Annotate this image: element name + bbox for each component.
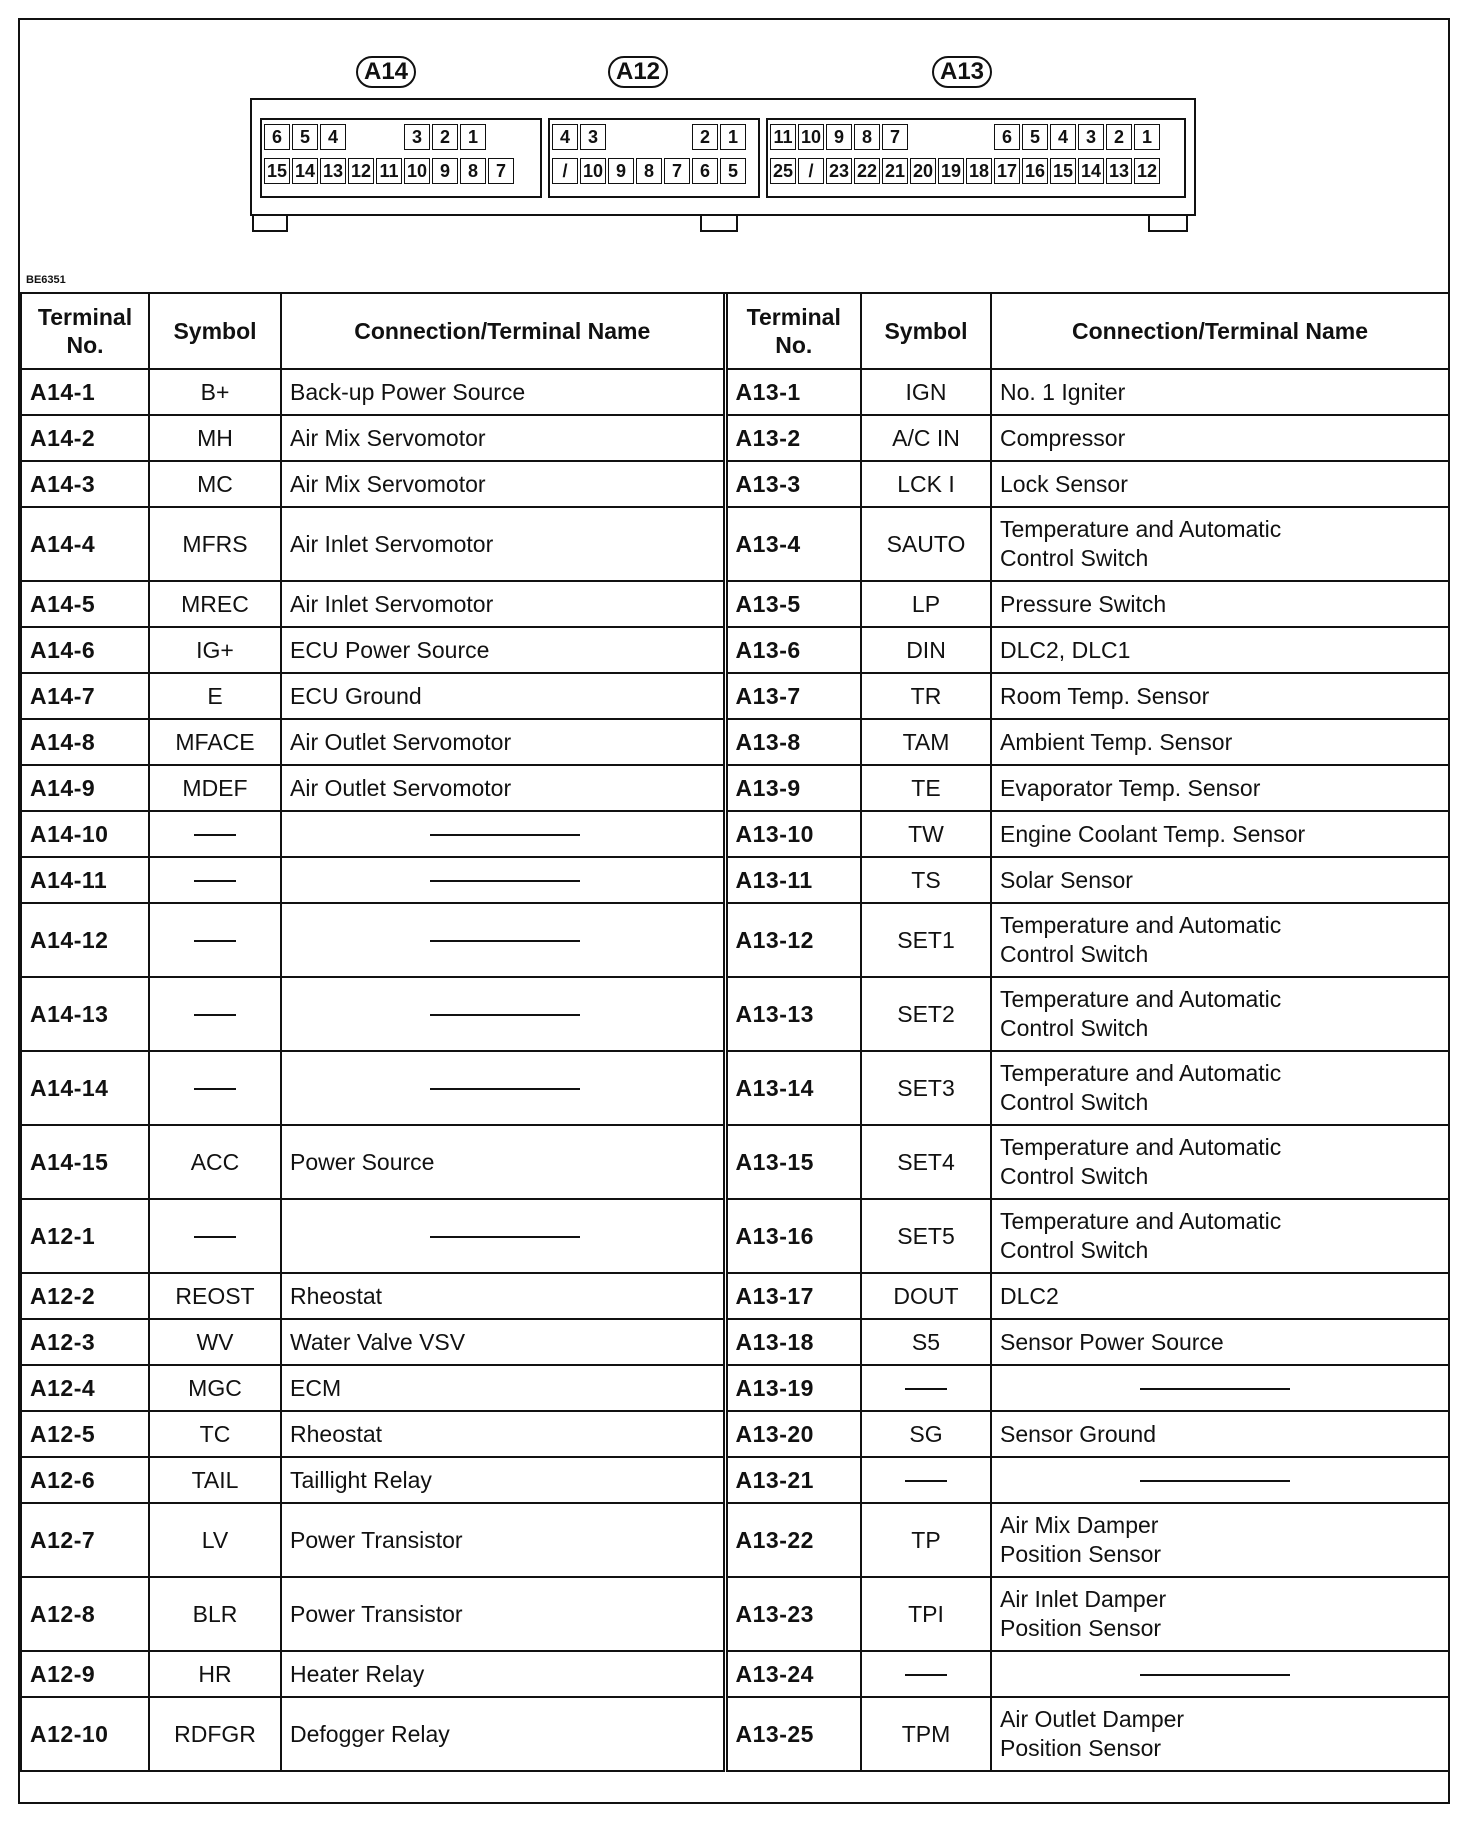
- table-row: [21, 903, 1449, 977]
- connection-name-cell: ECU Ground: [281, 673, 725, 719]
- terminal-no-cell: A13-21: [725, 1457, 861, 1503]
- terminal-no-cell: A14-7: [21, 673, 149, 719]
- connector-pin: /: [798, 158, 824, 184]
- symbol-cell: [861, 1651, 991, 1697]
- symbol-cell: [149, 977, 281, 1051]
- terminal-no-cell: A13-2: [725, 415, 861, 461]
- connector-pin: 14: [292, 158, 318, 184]
- symbol-cell: S5: [861, 1319, 991, 1365]
- symbol-cell: MFRS: [149, 507, 281, 581]
- connection-name-cell: [281, 857, 725, 903]
- empty-dash: [194, 1236, 236, 1238]
- terminal-no-cell: A13-5: [725, 581, 861, 627]
- symbol-cell: LCK I: [861, 461, 991, 507]
- symbol-cell: E: [149, 673, 281, 719]
- connection-name-cell: Heater Relay: [281, 1651, 725, 1697]
- empty-dash: [194, 940, 236, 942]
- connection-name-cell: ECU Power Source: [281, 627, 725, 673]
- symbol-cell: SG: [861, 1411, 991, 1457]
- empty-dash: [194, 880, 236, 882]
- connection-name-cell: Solar Sensor: [991, 857, 1449, 903]
- connection-name-cell: Temperature and Automatic Control Switch: [991, 1125, 1449, 1199]
- terminal-no-cell: A13-23: [725, 1577, 861, 1651]
- symbol-cell: ACC: [149, 1125, 281, 1199]
- table-row: [21, 415, 1449, 461]
- table-row: [21, 461, 1449, 507]
- empty-dash: [905, 1388, 947, 1390]
- terminal-no-cell: A13-13: [725, 977, 861, 1051]
- symbol-cell: REOST: [149, 1273, 281, 1319]
- connector-pin: 11: [376, 158, 402, 184]
- document-frame: [18, 18, 1450, 1804]
- empty-dash: [1140, 1480, 1290, 1482]
- connector-pin: 17: [994, 158, 1020, 184]
- table-row: [21, 765, 1449, 811]
- empty-dash: [194, 834, 236, 836]
- connection-name-cell: Lock Sensor: [991, 461, 1449, 507]
- a12-bottom-pins: [552, 158, 746, 184]
- table-row: [21, 581, 1449, 627]
- symbol-cell: MC: [149, 461, 281, 507]
- table-row: [21, 627, 1449, 673]
- connection-name-cell: [991, 1651, 1449, 1697]
- connector-pin: 7: [488, 158, 514, 184]
- connector-pin: 15: [1050, 158, 1076, 184]
- symbol-cell: [861, 1365, 991, 1411]
- connection-name-cell: [281, 903, 725, 977]
- terminal-no-cell: A12-9: [21, 1651, 149, 1697]
- table-row: [21, 369, 1449, 415]
- connector-pin: 4: [1050, 124, 1076, 150]
- connection-name-cell: No. 1 Igniter: [991, 369, 1449, 415]
- terminal-no-cell: A14-8: [21, 719, 149, 765]
- connection-name-cell: Rheostat: [281, 1273, 725, 1319]
- terminal-no-cell: A13-20: [725, 1411, 861, 1457]
- symbol-cell: [149, 903, 281, 977]
- connector-diagram: [20, 20, 1448, 294]
- terminal-no-cell: A14-3: [21, 461, 149, 507]
- connector-pin: 22: [854, 158, 880, 184]
- terminal-no-cell: A13-24: [725, 1651, 861, 1697]
- symbol-cell: TW: [861, 811, 991, 857]
- connection-name-cell: Temperature and Automatic Control Switch: [991, 903, 1449, 977]
- connection-name-cell: Engine Coolant Temp. Sensor: [991, 811, 1449, 857]
- symbol-cell: MREC: [149, 581, 281, 627]
- connector-pin: 5: [1022, 124, 1048, 150]
- table-row: [21, 811, 1449, 857]
- connector-pin: 9: [432, 158, 458, 184]
- terminal-no-cell: A12-8: [21, 1577, 149, 1651]
- connector-pin: 7: [664, 158, 690, 184]
- connector-pin: 14: [1078, 158, 1104, 184]
- terminal-no-cell: A13-11: [725, 857, 861, 903]
- terminal-no-cell: A14-10: [21, 811, 149, 857]
- connection-name-cell: Evaporator Temp. Sensor: [991, 765, 1449, 811]
- empty-dash: [1140, 1674, 1290, 1676]
- terminal-no-cell: A14-12: [21, 903, 149, 977]
- table-row: [21, 1457, 1449, 1503]
- terminal-no-cell: A12-5: [21, 1411, 149, 1457]
- empty-dash: [194, 1014, 236, 1016]
- connection-name-cell: [281, 1051, 725, 1125]
- symbol-cell: SAUTO: [861, 507, 991, 581]
- symbol-cell: SET1: [861, 903, 991, 977]
- symbol-cell: SET4: [861, 1125, 991, 1199]
- figure-code: BE6351: [26, 274, 66, 286]
- empty-dash: [1140, 1388, 1290, 1390]
- connector-pin: [348, 124, 374, 150]
- terminal-no-cell: A13-9: [725, 765, 861, 811]
- connection-name-cell: Defogger Relay: [281, 1697, 725, 1771]
- connection-name-cell: ECM: [281, 1365, 725, 1411]
- connector-label-a13: A13: [932, 56, 992, 88]
- connection-name-cell: [991, 1457, 1449, 1503]
- connection-name-cell: Room Temp. Sensor: [991, 673, 1449, 719]
- symbol-cell: MFACE: [149, 719, 281, 765]
- table-row: [21, 1651, 1449, 1697]
- connector-pin: 1: [720, 124, 746, 150]
- symbol-cell: TP: [861, 1503, 991, 1577]
- symbol-cell: LV: [149, 1503, 281, 1577]
- terminal-no-cell: A14-9: [21, 765, 149, 811]
- connector-pin: [376, 124, 402, 150]
- connector-pin: 18: [966, 158, 992, 184]
- connection-name-cell: Power Source: [281, 1125, 725, 1199]
- terminal-no-cell: A14-4: [21, 507, 149, 581]
- connection-name-cell: Water Valve VSV: [281, 1319, 725, 1365]
- table-row: [21, 1199, 1449, 1273]
- connection-name-cell: Air Inlet Damper Position Sensor: [991, 1577, 1449, 1651]
- connection-name-cell: [991, 1365, 1449, 1411]
- connection-name-cell: Ambient Temp. Sensor: [991, 719, 1449, 765]
- symbol-cell: [861, 1457, 991, 1503]
- connection-name-cell: Temperature and Automatic Control Switch: [991, 1051, 1449, 1125]
- connection-name-cell: Pressure Switch: [991, 581, 1449, 627]
- terminal-no-cell: A13-16: [725, 1199, 861, 1273]
- connector-pin: 8: [460, 158, 486, 184]
- terminal-no-cell: A12-6: [21, 1457, 149, 1503]
- connector-pin: 10: [404, 158, 430, 184]
- table-row: [21, 1503, 1449, 1577]
- connection-name-cell: Air Inlet Servomotor: [281, 507, 725, 581]
- symbol-cell: TAM: [861, 719, 991, 765]
- terminal-no-cell: A13-10: [725, 811, 861, 857]
- table-row: [21, 977, 1449, 1051]
- terminal-no-cell: A13-15: [725, 1125, 861, 1199]
- connector-pin: 20: [910, 158, 936, 184]
- connector-pin: /: [552, 158, 578, 184]
- connector-pin: 6: [994, 124, 1020, 150]
- housing-tab: [1148, 216, 1188, 232]
- connection-name-cell: Air Outlet Servomotor: [281, 719, 725, 765]
- symbol-cell: TPI: [861, 1577, 991, 1651]
- connector-pin: 5: [292, 124, 318, 150]
- header-terminal-no: Terminal No.: [21, 293, 149, 369]
- connector-pin: 6: [264, 124, 290, 150]
- connector-pin: 13: [1106, 158, 1132, 184]
- connector-pin: 6: [692, 158, 718, 184]
- housing-tab: [700, 216, 738, 232]
- terminal-no-cell: A12-2: [21, 1273, 149, 1319]
- terminal-no-cell: A14-11: [21, 857, 149, 903]
- symbol-cell: WV: [149, 1319, 281, 1365]
- terminal-no-cell: A13-4: [725, 507, 861, 581]
- connection-name-cell: Taillight Relay: [281, 1457, 725, 1503]
- table-row: [21, 507, 1449, 581]
- symbol-cell: SET3: [861, 1051, 991, 1125]
- connection-name-cell: Air Outlet Damper Position Sensor: [991, 1697, 1449, 1771]
- a14-bottom-pins: [264, 158, 514, 184]
- empty-dash: [905, 1674, 947, 1676]
- housing-tab: [252, 216, 288, 232]
- connection-name-cell: Sensor Power Source: [991, 1319, 1449, 1365]
- connector-pin: 1: [1134, 124, 1160, 150]
- connection-name-cell: DLC2: [991, 1273, 1449, 1319]
- terminal-table-wrapper: [20, 292, 1448, 1772]
- header-symbol: Symbol: [861, 293, 991, 369]
- terminal-no-cell: A12-7: [21, 1503, 149, 1577]
- terminal-no-cell: A14-15: [21, 1125, 149, 1199]
- connector-pin: 9: [608, 158, 634, 184]
- connection-name-cell: Back-up Power Source: [281, 369, 725, 415]
- empty-dash: [430, 1014, 580, 1016]
- empty-dash: [430, 1236, 580, 1238]
- table-row: [21, 1411, 1449, 1457]
- symbol-cell: DIN: [861, 627, 991, 673]
- symbol-cell: DOUT: [861, 1273, 991, 1319]
- connector-pin: 8: [636, 158, 662, 184]
- table-row: [21, 1051, 1449, 1125]
- symbol-cell: [149, 1051, 281, 1125]
- connector-pin: 3: [1078, 124, 1104, 150]
- empty-dash: [430, 1088, 580, 1090]
- empty-dash: [430, 880, 580, 882]
- symbol-cell: BLR: [149, 1577, 281, 1651]
- table-row: [21, 857, 1449, 903]
- terminal-no-cell: A13-18: [725, 1319, 861, 1365]
- terminal-no-cell: A14-1: [21, 369, 149, 415]
- connector-pin: 3: [404, 124, 430, 150]
- terminal-no-cell: A13-8: [725, 719, 861, 765]
- symbol-cell: SET5: [861, 1199, 991, 1273]
- connector-pin: 8: [854, 124, 880, 150]
- connection-name-cell: Air Outlet Servomotor: [281, 765, 725, 811]
- connection-name-cell: Air Mix Servomotor: [281, 415, 725, 461]
- table-row: [21, 1577, 1449, 1651]
- connection-name-cell: Air Inlet Servomotor: [281, 581, 725, 627]
- connection-name-cell: Temperature and Automatic Control Switch: [991, 1199, 1449, 1273]
- connector-pin: 2: [1106, 124, 1132, 150]
- terminal-no-cell: A12-3: [21, 1319, 149, 1365]
- a13-bottom-pins: [770, 158, 1160, 184]
- symbol-cell: HR: [149, 1651, 281, 1697]
- connector-pin: 12: [1134, 158, 1160, 184]
- connector-pin: 4: [552, 124, 578, 150]
- empty-dash: [905, 1480, 947, 1482]
- symbol-cell: MDEF: [149, 765, 281, 811]
- connection-name-cell: Rheostat: [281, 1411, 725, 1457]
- terminal-no-cell: A13-17: [725, 1273, 861, 1319]
- connector-pin: 13: [320, 158, 346, 184]
- table-body: [21, 369, 1449, 1771]
- table-row: [21, 719, 1449, 765]
- symbol-cell: TE: [861, 765, 991, 811]
- terminal-no-cell: A13-12: [725, 903, 861, 977]
- connection-name-cell: Power Transistor: [281, 1577, 725, 1651]
- empty-dash: [194, 1088, 236, 1090]
- table-row: [21, 1273, 1449, 1319]
- terminal-no-cell: A14-2: [21, 415, 149, 461]
- connector-pin: 1: [460, 124, 486, 150]
- symbol-cell: [149, 857, 281, 903]
- connector-pin: [636, 124, 662, 150]
- symbol-cell: IG+: [149, 627, 281, 673]
- terminal-no-cell: A14-14: [21, 1051, 149, 1125]
- table-row: [21, 1125, 1449, 1199]
- symbol-cell: B+: [149, 369, 281, 415]
- symbol-cell: MH: [149, 415, 281, 461]
- connection-name-cell: DLC2, DLC1: [991, 627, 1449, 673]
- terminal-no-cell: A13-3: [725, 461, 861, 507]
- connector-pin: 2: [432, 124, 458, 150]
- connector-pin: [938, 124, 964, 150]
- terminal-no-cell: A14-6: [21, 627, 149, 673]
- connection-name-cell: [281, 977, 725, 1051]
- terminal-no-cell: A12-10: [21, 1697, 149, 1771]
- connection-name-cell: Power Transistor: [281, 1503, 725, 1577]
- header-symbol: Symbol: [149, 293, 281, 369]
- connector-pin: 10: [798, 124, 824, 150]
- table-row: [21, 673, 1449, 719]
- connection-name-cell: Compressor: [991, 415, 1449, 461]
- connector-pin: 21: [882, 158, 908, 184]
- connector-pin: 7: [882, 124, 908, 150]
- a13-top-pins: [770, 124, 1160, 150]
- terminal-no-cell: A13-1: [725, 369, 861, 415]
- connector-pin: 16: [1022, 158, 1048, 184]
- terminal-no-cell: A14-13: [21, 977, 149, 1051]
- connector-label-a14: A14: [356, 56, 416, 88]
- header-connection-name: Connection/Terminal Name: [991, 293, 1449, 369]
- header-terminal-no: Terminal No.: [725, 293, 861, 369]
- connector-pin: 23: [826, 158, 852, 184]
- connection-name-cell: Air Mix Damper Position Sensor: [991, 1503, 1449, 1577]
- connector-pin: [608, 124, 634, 150]
- connector-pin: 5: [720, 158, 746, 184]
- connection-name-cell: Sensor Ground: [991, 1411, 1449, 1457]
- terminal-no-cell: A13-19: [725, 1365, 861, 1411]
- connector-pin: [966, 124, 992, 150]
- symbol-cell: TS: [861, 857, 991, 903]
- table-row: [21, 1365, 1449, 1411]
- connector-label-a12: A12: [608, 56, 668, 88]
- header-connection-name: Connection/Terminal Name: [281, 293, 725, 369]
- terminal-no-cell: A13-14: [725, 1051, 861, 1125]
- terminal-no-cell: A13-7: [725, 673, 861, 719]
- connector-pin: 25: [770, 158, 796, 184]
- symbol-cell: IGN: [861, 369, 991, 415]
- a14-top-pins: [264, 124, 486, 150]
- symbol-cell: LP: [861, 581, 991, 627]
- connector-pin: 9: [826, 124, 852, 150]
- symbol-cell: TR: [861, 673, 991, 719]
- symbol-cell: A/C IN: [861, 415, 991, 461]
- empty-dash: [430, 940, 580, 942]
- connection-name-cell: Temperature and Automatic Control Switch: [991, 977, 1449, 1051]
- terminal-no-cell: A13-22: [725, 1503, 861, 1577]
- connection-name-cell: [281, 1199, 725, 1273]
- table-row: [21, 1319, 1449, 1365]
- connector-pin: [664, 124, 690, 150]
- connection-name-cell: Air Mix Servomotor: [281, 461, 725, 507]
- terminal-no-cell: A13-25: [725, 1697, 861, 1771]
- connection-name-cell: Temperature and Automatic Control Switch: [991, 507, 1449, 581]
- a12-top-pins: [552, 124, 746, 150]
- empty-dash: [430, 834, 580, 836]
- symbol-cell: TAIL: [149, 1457, 281, 1503]
- symbol-cell: TC: [149, 1411, 281, 1457]
- connector-pin: 3: [580, 124, 606, 150]
- symbol-cell: [149, 1199, 281, 1273]
- table-header-row: [21, 293, 1449, 369]
- connector-pin: 11: [770, 124, 796, 150]
- connector-pin: 10: [580, 158, 606, 184]
- symbol-cell: SET2: [861, 977, 991, 1051]
- terminal-no-cell: A13-6: [725, 627, 861, 673]
- terminal-no-cell: A12-4: [21, 1365, 149, 1411]
- symbol-cell: MGC: [149, 1365, 281, 1411]
- connector-pin: [910, 124, 936, 150]
- symbol-cell: RDFGR: [149, 1697, 281, 1771]
- connector-pin: 19: [938, 158, 964, 184]
- symbol-cell: TPM: [861, 1697, 991, 1771]
- terminal-no-cell: A14-5: [21, 581, 149, 627]
- table-row: [21, 1697, 1449, 1771]
- connector-pin: 12: [348, 158, 374, 184]
- terminal-table: [20, 292, 1450, 1772]
- connection-name-cell: [281, 811, 725, 857]
- symbol-cell: [149, 811, 281, 857]
- terminal-no-cell: A12-1: [21, 1199, 149, 1273]
- connector-pin: 15: [264, 158, 290, 184]
- connector-pin: 4: [320, 124, 346, 150]
- connector-pin: 2: [692, 124, 718, 150]
